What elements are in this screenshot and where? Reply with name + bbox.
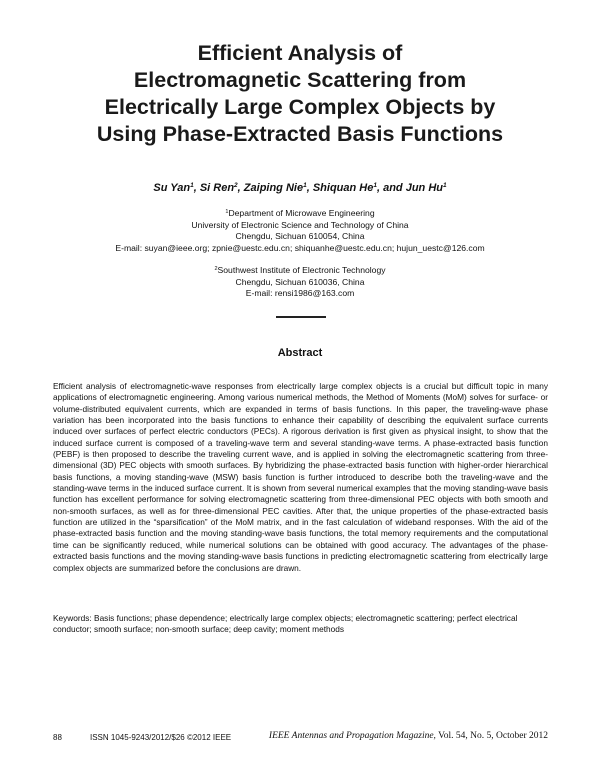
affiliation-line: $^2$Southwest Institute of Electronic Technology (214, 265, 386, 275)
affiliation-line: $^1$Department of Microwave Engineering (225, 208, 375, 218)
issn-notice: ISSN 1045-9243/2012/$26 ©2012 IEEE (90, 733, 232, 742)
abstract-text: Efficient analysis of electromagnetic-wave responses from electrically large complex objects is a crucial but difficult topic in many applications of electromagnetic engineering. Among various numerical methods, the Method of Moments (MoM) solves for surface- or volume-distributed equivalent currents, which are expanded in terms of basis functions. In this paper, the traveling-wave phase variation has been incorporated into the basis functions to enhance their capability of describing the equivalent surface currents induced over surfaces of perfect electric conductors (PECs). A rigorous derivation is first given as physical insight, to show that the induced surface current is composed of a traveling-wave term and several standing-wave terms. A phase-extracted basis function (PEBF) is then proposed to describe the traveling current wave, and is applied in solving the electromagnetic scattering from three-dimensional (3D) PEC objects with smooth surfaces. By hybridizing the phase-extracted basis function with higher-order hierarchical basis functions, a moving standing-wave (MSW) basis function is further introduced to describe both the traveling-wave and the standing-wave terms in the induced surface current. It is shown from several numerical examples that the moving standing-wave basis function has excellent performance for solving electromagnetic scattering from three-dimensional PEC objects with both smooth and non-smooth surfaces, as well as for three-dimensional PEC cavities. After that, the unique properties of the phase-extracted basis function are utilized in the “sparsification” of the MoM matrix, and in the fast calculation of wideband responses. With the aid of the phase-extracted basis function and the moving standing-wave basis functions, the total memory requirements and the computational time can be significantly reduced, while numerical solutions can be obtained with good accuracy. The advantages of the phase-extracted basis functions and the moving standing-wave basis functions in predicting electromagnetic scattering from electrically large complex objects are summarized before the conclusions are drawn. (53, 381, 548, 573)
paper-title (40, 40, 560, 148)
abstract-heading: Abstract (277, 347, 323, 359)
affiliation-mark: 1 (225, 209, 229, 215)
affiliation-2 (40, 264, 560, 300)
author-affil-mark: 1 (373, 182, 377, 189)
author-name: Si Ren$^2$ (199, 182, 238, 194)
affiliation-email: E-mail: rensi1986@163.com (245, 288, 355, 298)
affiliation-mark: 2 (214, 266, 218, 272)
title-line: Electrically Large Complex Objects by (104, 95, 496, 119)
page-number: 88 (53, 733, 62, 742)
author-affil-mark: 1 (303, 182, 307, 189)
title-line: Electromagnetic Scattering from (133, 68, 467, 92)
author-affil-mark: 1 (442, 182, 447, 189)
journal-details: Vol. 54, No. 5, October 2012 (435, 731, 548, 741)
affiliation-line: Chengdu, Sichuan 610036, China (235, 276, 365, 287)
journal-citation (269, 731, 548, 741)
author-name: Su Yan$^1$ (153, 182, 194, 194)
author-separator: , and (376, 182, 406, 194)
affiliation-1 (40, 207, 560, 254)
affiliation-email: E-mail: suyan@ieee.org; zpnie@uestc.edu.cn; shiquanhe@uestc.edu.cn; hujun_uestc@126.com (115, 242, 485, 253)
title-line: Using Phase-Extracted Basis Functions (96, 122, 504, 146)
title-line: Efficient Analysis of (197, 41, 403, 65)
journal-name: IEEE Antennas and Propagation Magazine, (268, 731, 436, 741)
author-separator: , (237, 182, 244, 194)
author-name: Zaiping Nie$^1$ (243, 182, 307, 194)
author-separator: , (193, 182, 200, 194)
keywords-text: Keywords: Basis functions; phase dependence; electrically large complex objects; electromagnetic scattering; perfect electrical conductor; smooth surface; non-smooth surface; deep cavity; moment methods (53, 613, 518, 635)
section-divider (276, 316, 326, 318)
author-list (40, 179, 560, 195)
author-separator: , (306, 182, 313, 194)
author-affil-mark: 1 (190, 182, 194, 189)
author-name: Jun Hu$^1$ (405, 182, 447, 194)
author-affil-mark: 2 (234, 182, 238, 189)
affiliation-line: Chengdu, Sichuan 610054, China (235, 231, 365, 241)
author-name: Shiquan He$^1$ (312, 182, 377, 194)
affiliation-line: University of Electronic Science and Technology of China (191, 219, 409, 230)
